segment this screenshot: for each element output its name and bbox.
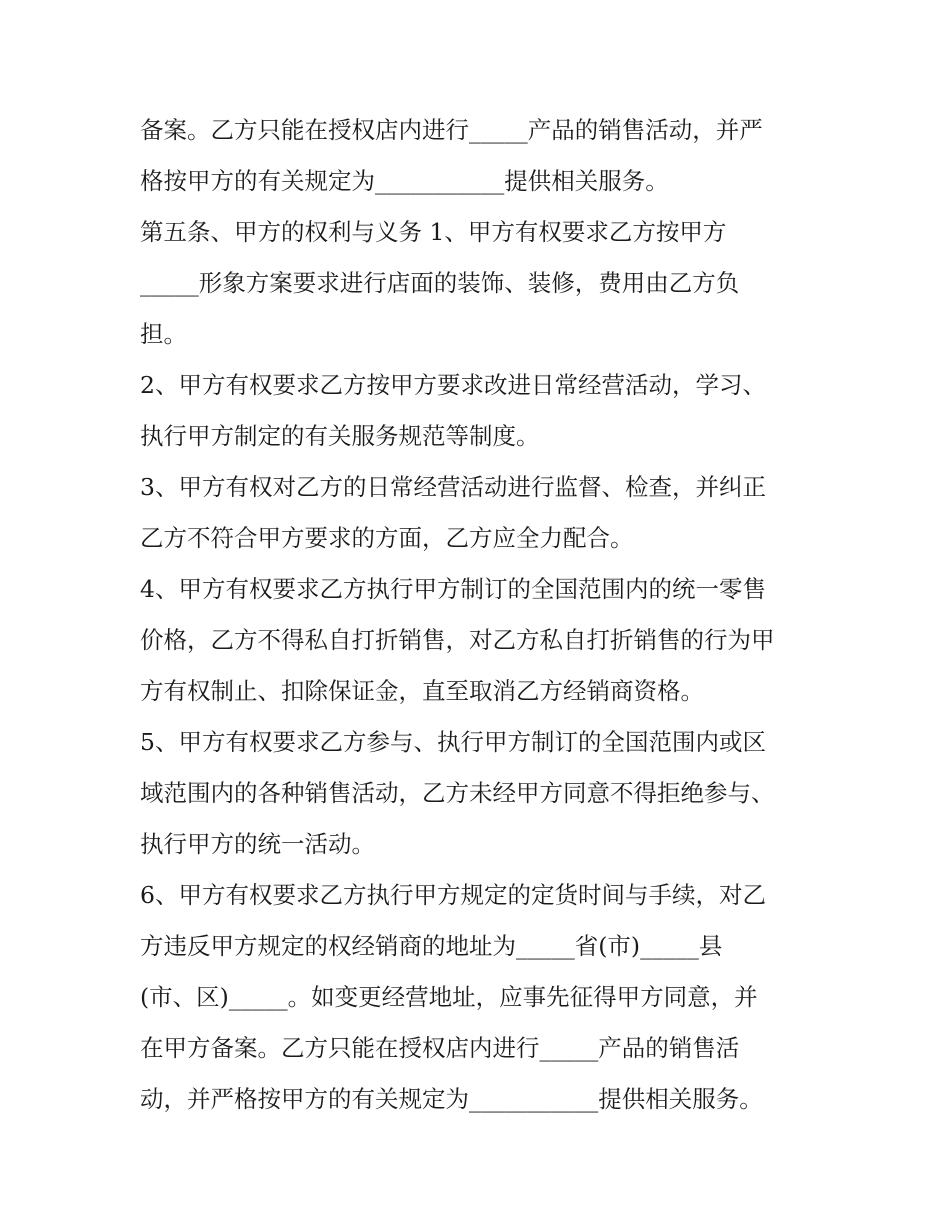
text-line: 方有权制止、扣除保证金，直至取消乙方经销商资格。 [140, 677, 704, 705]
text-line: 第五条、甲方的权利与义务 1、甲方有权要求乙方按甲方 [140, 218, 727, 246]
text-line: 执行甲方的统一活动。 [140, 830, 375, 858]
text-line: 域范围内的各种销售活动，乙方未经甲方同意不得拒绝参与、 [140, 779, 775, 807]
text-line: 担。 [140, 320, 187, 348]
text-line: 5、甲方有权要求乙方参与、执行甲方制订的全国范围内或区 [140, 728, 766, 756]
text-line: 6、甲方有权要求乙方执行甲方规定的定货时间与手续，对乙 [140, 881, 766, 909]
text-line: 价格，乙方不得私自打折销售，对乙方私自打折销售的行为甲 [140, 626, 775, 654]
text-line: 执行甲方制定的有关服务规范等制度。 [140, 422, 540, 450]
text-line: 方违反甲方规定的权经销商的地址为_____省(市)_____县 [140, 932, 723, 960]
text-line: 3、甲方有权对乙方的日常经营活动进行监督、检查，并纠正 [140, 473, 766, 501]
text-line: 在甲方备案。乙方只能在授权店内进行_____产品的销售活 [140, 1034, 740, 1062]
text-line: 格按甲方的有关规定为___________提供相关服务。 [140, 167, 669, 195]
text-line: 备案。乙方只能在授权店内进行_____产品的销售活动，并严 [140, 116, 763, 144]
text-line: 4、甲方有权要求乙方执行甲方制订的全国范围内的统一零售 [140, 575, 766, 603]
text-line: 动，并严格按甲方的有关规定为___________提供相关服务。 [140, 1085, 763, 1113]
text-line: 2、甲方有权要求乙方按甲方要求改进日常经营活动，学习、 [140, 371, 766, 399]
document-body [140, 105, 820, 1125]
text-line: (市、区)_____。如变更经营地址，应事先征得甲方同意，并 [140, 983, 758, 1011]
text-line: _____形象方案要求进行店面的装饰、装修，费用由乙方负 [140, 269, 740, 297]
text-line: 乙方不符合甲方要求的方面，乙方应全力配合。 [140, 524, 634, 552]
